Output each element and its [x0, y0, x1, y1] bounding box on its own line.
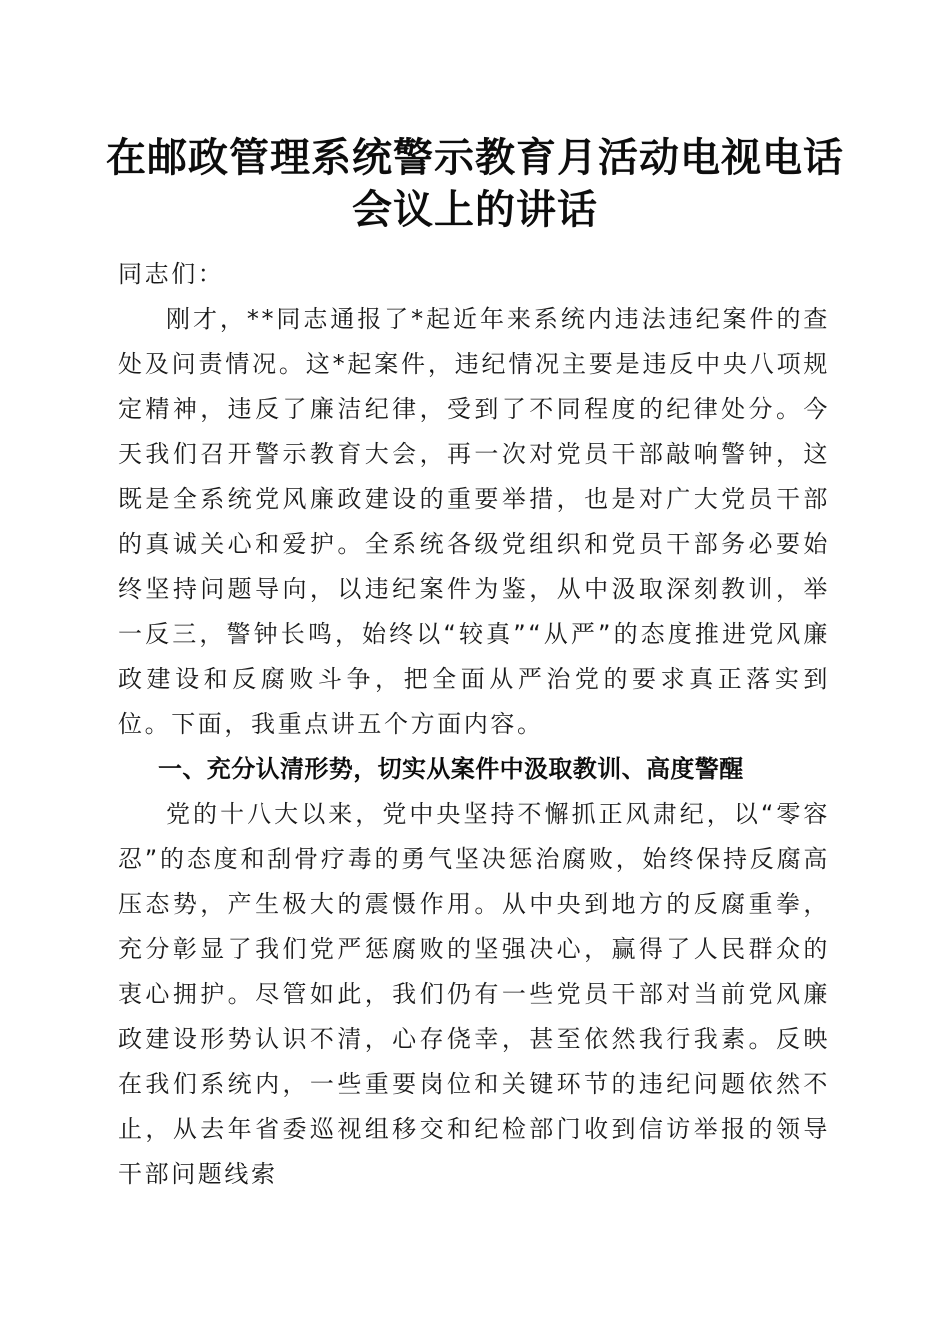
salutation: 同志们：	[118, 260, 225, 288]
intro-paragraph: 刚才，**同志通报了*起近年来系统内违法违纪案件的查处及问责情况。这*起案件，违纪情况主要是违反中央八项规定精神，违反了廉洁纪律，受到了不同程度的纪律处分。今天我们召开警示教育大会，再一次对党员干部敲响警钟，这既是全系统党风廉政建设的重要举措，也是对广大党员干部的真诚关心和爱护。全系统各级党组织和党员干部务必要始终坚持问题导向，以违纪案件为鉴，从中汲取深刻教训，举一反三，警钟长鸣，始终以“较真”“从严”的态度推进党风廉政建设和反腐败斗争，把全面从严治党的要求真正落实到位。下面，我重点讲五个方面内容。	[118, 305, 830, 738]
document-body	[118, 252, 830, 1197]
section-heading-1: 一、充分认清形势，切实从案件中汲取教训、高度警醒	[158, 755, 744, 783]
document-title: 在邮政管理系统警示教育月活动电视电话会议上的讲话	[106, 134, 844, 233]
section-1-paragraph: 党的十八大以来，党中央坚持不懈抓正风肃纪，以“零容忍”的态度和刮骨疗毒的勇气坚决惩治腐败，始终保持反腐高压态势，产生极大的震慑作用。从中央到地方的反腐重拳，充分彰显了我们党严惩腐败的坚强决心，赢得了人民群众的衷心拥护。尽管如此，我们仍有一些党员干部对当前党风廉政建设形势认识不清，心存侥幸，甚至依然我行我素。反映在我们系统内，一些重要岗位和关键环节的违纪问题依然不止，从去年省委巡视组移交和纪检部门收到信访举报的领导干部问题线索	[118, 800, 830, 1188]
